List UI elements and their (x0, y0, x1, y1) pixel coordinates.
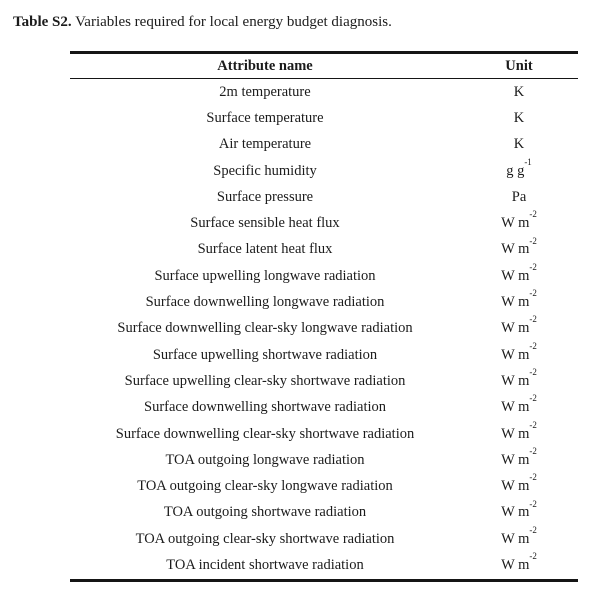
unit-cell (460, 447, 578, 473)
unit-base: K (513, 136, 525, 153)
unit-superscript: -2 (529, 498, 537, 509)
attribute-name-cell: Specific humidity (213, 162, 317, 179)
unit-superscript: -2 (529, 393, 537, 404)
unit-superscript: -2 (529, 524, 537, 535)
table-caption-text: Variables required for local energy budget diagnosis. (75, 14, 392, 30)
unit-cell (460, 368, 578, 394)
table-row (70, 105, 578, 131)
attribute-name-cell: Surface downwelling longwave radiation (145, 294, 385, 311)
table-row (70, 342, 578, 368)
attribute-name-cell: TOA outgoing clear-sky longwave radiation (137, 478, 393, 495)
table-row (70, 552, 578, 580)
unit-base: W m (501, 451, 530, 468)
attribute-name-cell: TOA outgoing clear-sky shortwave radiation (135, 530, 395, 547)
variables-table (70, 51, 578, 582)
table-row (70, 421, 578, 447)
unit-base: W m (501, 478, 530, 495)
attribute-name-cell: Air temperature (218, 136, 312, 153)
table-row (70, 237, 578, 263)
unit-cell (460, 105, 578, 131)
unit-base: W m (501, 372, 530, 389)
attribute-name-cell: Surface upwelling clear-sky shortwave radiation (124, 372, 406, 389)
unit-cell (460, 421, 578, 447)
attribute-name-cell: Surface downwelling shortwave radiation (144, 399, 386, 416)
table-row (70, 158, 578, 184)
unit-cell (460, 158, 578, 184)
unit-base: W m (501, 504, 530, 521)
attribute-name-cell: Surface temperature (206, 109, 324, 126)
attribute-name-cell: TOA outgoing longwave radiation (165, 451, 365, 468)
table-row (70, 79, 578, 106)
unit-cell (460, 473, 578, 499)
unit-base: W m (501, 215, 530, 232)
attribute-name-cell: TOA outgoing shortwave radiation (163, 504, 367, 521)
attribute-name-cell: Surface latent heat flux (197, 241, 333, 258)
unit-superscript: -2 (529, 261, 537, 272)
unit-base: W m (501, 556, 530, 573)
unit-base: K (513, 109, 525, 126)
attribute-name-cell: Surface pressure (216, 188, 314, 205)
attribute-name-cell: Surface downwelling clear-sky longwave radiation (117, 320, 413, 337)
unit-superscript: -2 (529, 367, 537, 378)
unit-superscript: -2 (529, 314, 537, 325)
column-header-attribute-name: Attribute name (70, 53, 460, 79)
table-row (70, 210, 578, 236)
unit-cell (460, 552, 578, 580)
table-caption-label: Table S2. (13, 14, 72, 30)
table-row (70, 368, 578, 394)
unit-cell (460, 79, 578, 106)
attribute-name-cell: Surface downwelling clear-sky shortwave radiation (115, 425, 415, 442)
unit-superscript: -2 (529, 288, 537, 299)
unit-cell (460, 316, 578, 342)
unit-base: W m (501, 241, 530, 258)
table-row (70, 395, 578, 421)
unit-superscript: -2 (529, 209, 537, 220)
unit-superscript: -2 (529, 235, 537, 246)
attribute-name-cell: 2m temperature (219, 83, 311, 100)
table-row (70, 316, 578, 342)
unit-base: W m (501, 530, 530, 547)
attribute-name-cell: Surface upwelling shortwave radiation (152, 346, 378, 363)
unit-superscript: -2 (529, 445, 537, 456)
unit-base: K (513, 83, 525, 100)
unit-base: W m (501, 294, 530, 311)
unit-superscript: -2 (529, 340, 537, 351)
table-row (70, 526, 578, 552)
unit-base: W m (501, 399, 530, 416)
table-row (70, 500, 578, 526)
unit-cell (460, 500, 578, 526)
unit-base: W m (501, 267, 530, 284)
unit-cell (460, 237, 578, 263)
unit-base: g g (506, 162, 525, 179)
attribute-name-cell: TOA incident shortwave radiation (166, 556, 364, 573)
table-row (70, 132, 578, 158)
unit-base: W m (501, 320, 530, 337)
attribute-name-cell: Surface sensible heat flux (190, 215, 340, 232)
table-row (70, 473, 578, 499)
table-row (70, 447, 578, 473)
unit-cell (460, 210, 578, 236)
unit-base: W m (501, 425, 530, 442)
unit-cell (460, 184, 578, 210)
table-row (70, 263, 578, 289)
unit-superscript: -2 (529, 472, 537, 483)
unit-superscript: -1 (524, 156, 532, 167)
table-caption (0, 0, 614, 32)
unit-superscript: -2 (529, 419, 537, 430)
attribute-name-cell: Surface upwelling longwave radiation (154, 267, 376, 284)
unit-cell (460, 395, 578, 421)
unit-cell (460, 526, 578, 552)
unit-cell (460, 289, 578, 315)
unit-cell (460, 342, 578, 368)
unit-cell (460, 263, 578, 289)
unit-cell (460, 132, 578, 158)
table-header-row (70, 53, 578, 79)
table-row (70, 289, 578, 315)
unit-base: Pa (511, 188, 527, 205)
unit-base: W m (501, 346, 530, 363)
table-row (70, 184, 578, 210)
column-header-unit: Unit (460, 53, 578, 79)
unit-superscript: -2 (529, 551, 537, 562)
